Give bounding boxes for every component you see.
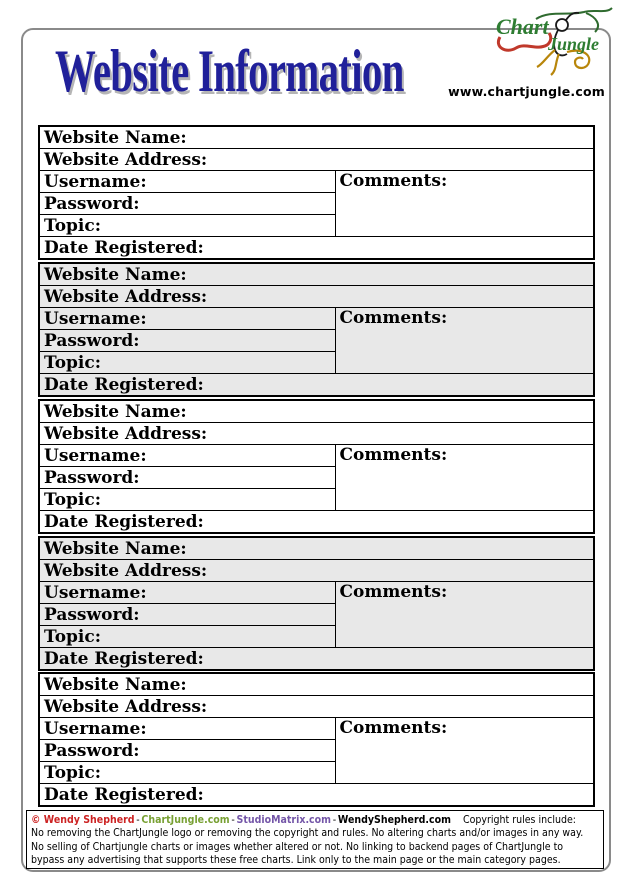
table-row — [39, 308, 594, 330]
table-row — [39, 423, 594, 445]
chartjungle-monkey-logo-icon — [492, 4, 616, 84]
table-row — [39, 286, 594, 308]
website-url-link[interactable]: www.chartjungle.com — [448, 84, 605, 99]
table-row — [39, 718, 594, 740]
comments-field: Comments: — [335, 308, 594, 374]
website-name-field: Website Name: — [39, 263, 594, 286]
website-entry-block-3 — [38, 399, 595, 534]
chartjungle-link[interactable]: ChartJungle.com — [141, 813, 230, 826]
table-row — [39, 445, 594, 467]
table-row — [39, 511, 594, 534]
table-row — [39, 126, 594, 149]
topic-field: Topic: — [39, 489, 335, 511]
comments-field: Comments: — [335, 171, 594, 237]
table-row — [39, 784, 594, 807]
password-field: Password: — [39, 467, 335, 489]
separator: - — [136, 813, 140, 826]
topic-field: Topic: — [39, 762, 335, 784]
copyright-rule-line-1: No removing the ChartJungle logo or removing the copyright and rules. No altering charts and/or images in any way. — [31, 826, 584, 840]
copyright-rule-line-2: No selling of Chartjungle charts or images whether altered or not. No linking to backend pages of ChartJungle to — [31, 839, 564, 853]
comments-field: Comments: — [335, 445, 594, 511]
username-field: Username: — [39, 171, 335, 193]
table-row — [39, 263, 594, 286]
password-field: Password: — [39, 604, 335, 626]
website-entry-block-5 — [38, 672, 595, 807]
website-name-field: Website Name: — [39, 673, 594, 696]
website-address-field: Website Address: — [39, 560, 594, 582]
website-name-field: Website Name: — [39, 126, 594, 149]
date-registered-field: Date Registered: — [39, 784, 594, 807]
website-address-field: Website Address: — [39, 423, 594, 445]
table-row — [39, 171, 594, 193]
table-row — [39, 374, 594, 397]
date-registered-field: Date Registered: — [39, 648, 594, 671]
copyright-author: © Wendy Shepherd — [31, 813, 135, 826]
table-row — [39, 537, 594, 560]
comments-field: Comments: — [335, 718, 594, 784]
table-row — [39, 149, 594, 171]
table-row — [39, 560, 594, 582]
username-field: Username: — [39, 445, 335, 467]
footer-credits-line — [31, 813, 576, 826]
date-registered-field: Date Registered: — [39, 511, 594, 534]
date-registered-field: Date Registered: — [39, 237, 594, 260]
topic-field: Topic: — [39, 352, 335, 374]
website-address-field: Website Address: — [39, 696, 594, 718]
logo-word-chart: Chart — [496, 14, 549, 39]
copyright-rules-heading: Copyright rules include: — [462, 813, 576, 826]
website-entry-block-1 — [38, 125, 595, 260]
wendyshepherd-link[interactable]: WendyShepherd.com — [337, 813, 451, 826]
website-entry-block-2 — [38, 262, 595, 397]
footer-copyright-box — [26, 810, 604, 869]
table-row — [39, 582, 594, 604]
website-entry-block-4 — [38, 536, 595, 671]
monkey-head-graphic — [556, 19, 568, 31]
topic-field: Topic: — [39, 215, 335, 237]
table-row — [39, 696, 594, 718]
table-row — [39, 400, 594, 423]
table-row — [39, 648, 594, 671]
topic-field: Topic: — [39, 626, 335, 648]
studiomatrix-link[interactable]: StudioMatrix.com — [236, 813, 332, 826]
date-registered-field: Date Registered: — [39, 374, 594, 397]
password-field: Password: — [39, 740, 335, 762]
password-field: Password: — [39, 330, 335, 352]
logo-word-jungle: Jungle — [548, 34, 600, 54]
username-field: Username: — [39, 582, 335, 604]
table-row — [39, 237, 594, 260]
website-address-field: Website Address: — [39, 286, 594, 308]
password-field: Password: — [39, 193, 335, 215]
website-name-field: Website Name: — [39, 537, 594, 560]
copyright-rule-line-3: bypass any advertising that supports these free charts. Link only to the main page or the main category pages. — [31, 852, 561, 866]
separator: - — [332, 813, 337, 826]
username-field: Username: — [39, 718, 335, 740]
comments-field: Comments: — [335, 582, 594, 648]
website-address-field: Website Address: — [39, 149, 594, 171]
separator: - — [231, 813, 235, 826]
website-name-field: Website Name: — [39, 400, 594, 423]
table-row — [39, 673, 594, 696]
username-field: Username: — [39, 308, 335, 330]
page-title: Website Information — [55, 38, 404, 104]
